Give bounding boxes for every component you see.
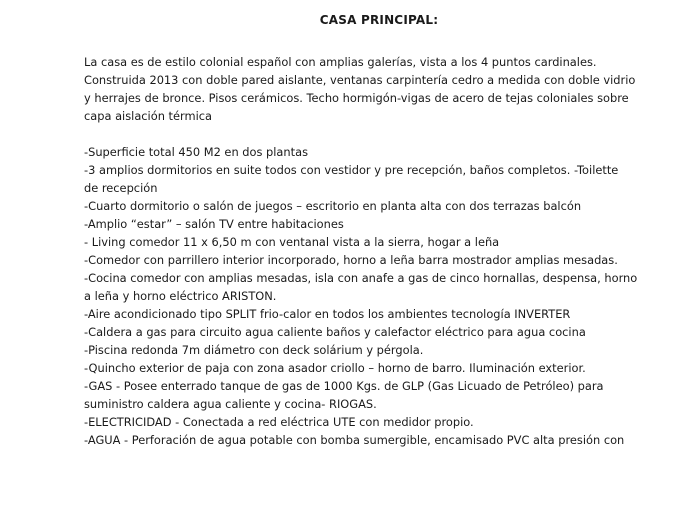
feature-line: -GAS - Posee enterrado tanque de gas de 1000 Kgs. de GLP (Gas Licuado de Petróleo) para (84, 379, 604, 393)
document-page (84, 12, 674, 449)
intro-line: La casa es de estilo colonial español con amplias galerías, vista a los 4 puntos cardinales. (84, 55, 597, 69)
feature-line: a leña y horno eléctrico ARISTON. (84, 289, 277, 303)
feature-line: de recepción (84, 181, 158, 195)
intro-line: y herrajes de bronce. Pisos cerámicos. Techo hormigón-vigas de acero de tejas coloniales sobre (84, 91, 629, 105)
feature-line: -AGUA - Perforación de agua potable con bomba sumergible, encamisado PVC alta presión con (84, 433, 625, 447)
document-title: CASA PRINCIPAL: (319, 13, 439, 27)
feature-line: - Living comedor 11 x 6,50 m con ventanal vista a la sierra, hogar a leña (84, 235, 500, 249)
feature-line: -Cuarto dormitorio o salón de juegos – escritorio en planta alta con dos terrazas balcón (84, 199, 582, 213)
intro-paragraph (84, 53, 674, 125)
feature-line: -Quincho exterior de paja con zona asador criollo – horno de barro. Iluminación exterior. (84, 361, 586, 375)
feature-list (84, 143, 674, 449)
feature-line: -Amplio “estar” – salón TV entre habitaciones (84, 217, 344, 231)
feature-line: -Cocina comedor con amplias mesadas, isla con anafe a gas de cinco hornallas, despensa, horno (84, 271, 638, 285)
feature-line: suministro caldera agua caliente y cocina- RIOGAS. (84, 397, 377, 411)
feature-line: -Piscina redonda 7m diámetro con deck solárium y pérgola. (84, 343, 424, 357)
feature-line: -Comedor con parrillero interior incorporado, horno a leña barra mostrador amplias mesadas. (84, 253, 618, 267)
feature-line: -ELECTRICIDAD - Conectada a red eléctrica UTE con medidor propio. (84, 415, 474, 429)
intro-line: Construida 2013 con doble pared aislante, ventanas carpintería cedro a medida con doble vidrio (84, 73, 636, 87)
intro-line: capa aislación térmica (84, 109, 212, 123)
feature-line: -3 amplios dormitorios en suite todos con vestidor y pre recepción, baños completos. -Toilette (84, 163, 619, 177)
feature-line: -Superficie total 450 M2 en dos plantas (84, 145, 309, 159)
feature-line: -Aire acondicionado tipo SPLIT frio-calor en todos los ambientes tecnología INVERTER (84, 307, 571, 321)
feature-line: -Caldera a gas para circuito agua caliente baños y calefactor eléctrico para agua cocina (84, 325, 586, 339)
